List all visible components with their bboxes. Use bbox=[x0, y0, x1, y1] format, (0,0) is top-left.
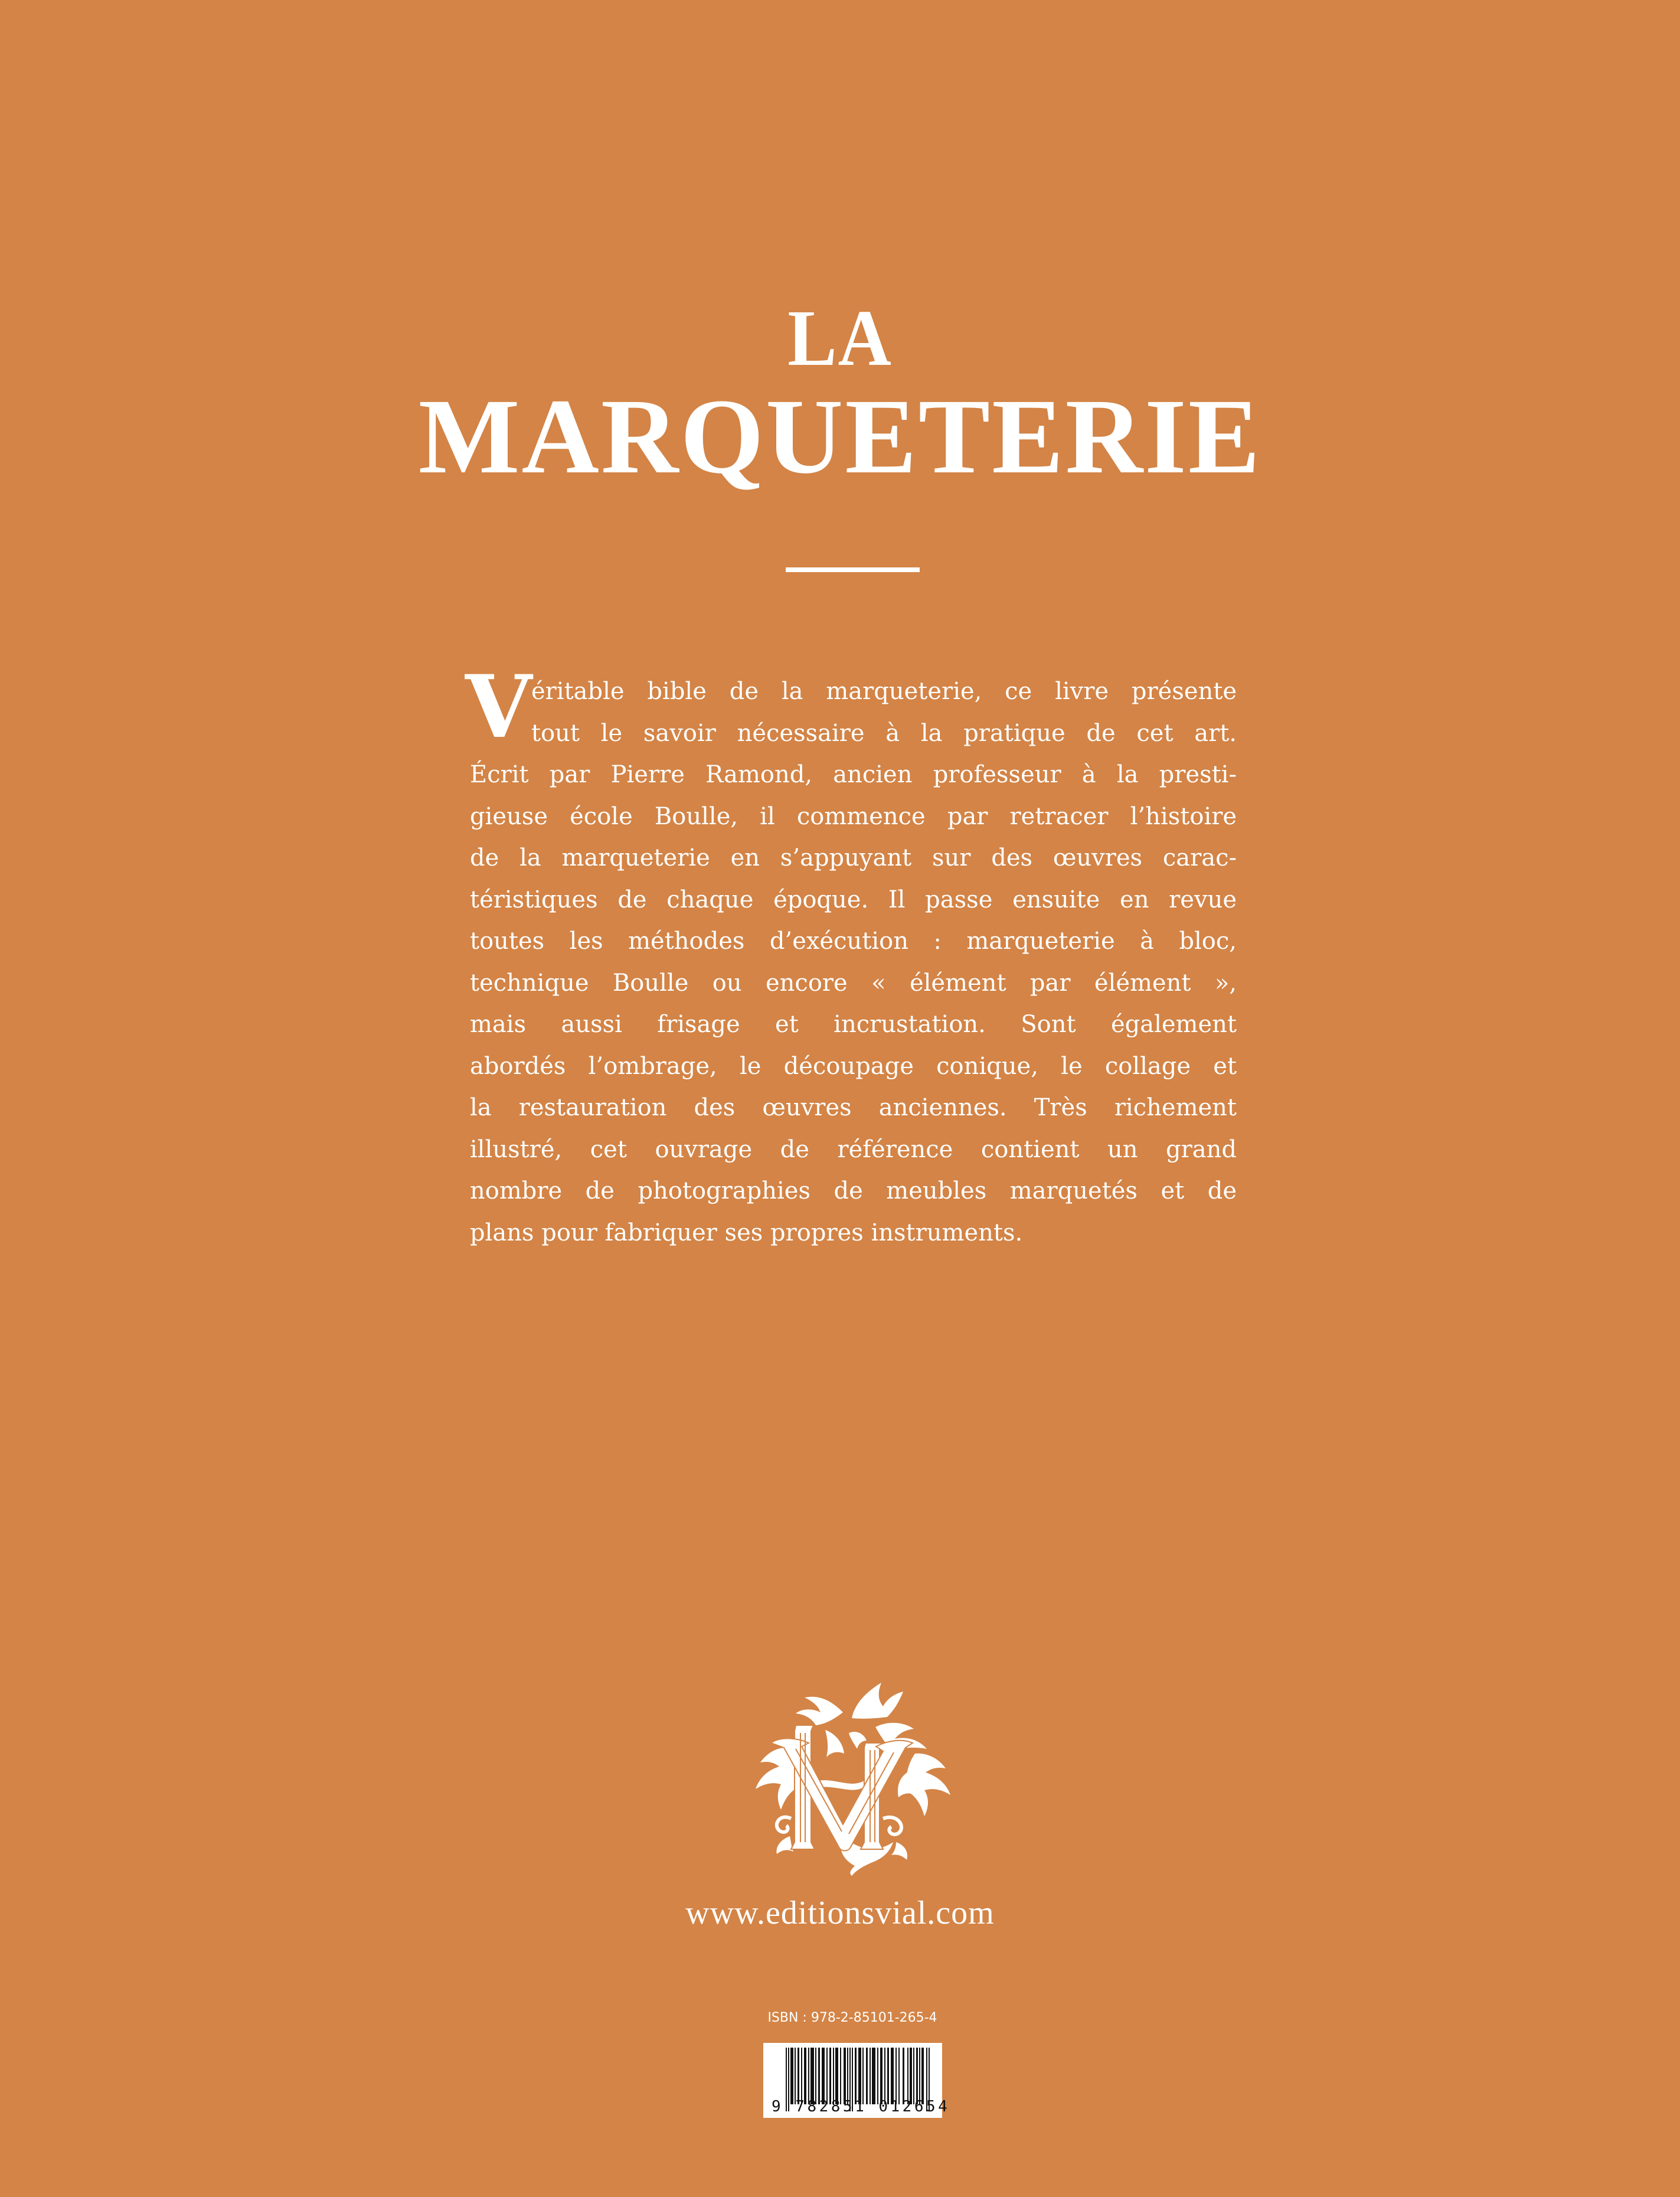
blurb-line: nombre de photographies de meubles marquetés et de bbox=[470, 1177, 1237, 1204]
blurb-line: Écrit par Pierre Ramond, ancien professeur à la presti- bbox=[470, 761, 1237, 788]
blurb-line: la restauration des œuvres anciennes. Très richement bbox=[470, 1094, 1237, 1121]
blurb-line: plans pour fabriquer ses propres instruments. bbox=[470, 1219, 1023, 1246]
blurb-line: gieuse école Boulle, il commence par retracer l’histoire bbox=[470, 802, 1237, 830]
blurb-line: technique Boulle ou encore « élément par élément », bbox=[470, 969, 1237, 997]
blurb-line: toutes les méthodes d’exécution : marqueterie à bloc, bbox=[470, 928, 1237, 955]
title-line-la: LA bbox=[787, 294, 893, 383]
blurb-line: tout le savoir nécessaire à la pratique de cet art. bbox=[531, 719, 1237, 747]
barcode-digits: 9 782851 012654 bbox=[772, 2098, 950, 2116]
blurb-line: illustré, cet ouvrage de référence contient un grand bbox=[470, 1135, 1237, 1163]
blurb-line: éritable bible de la marqueterie, ce livre présente bbox=[531, 678, 1237, 705]
isbn-barcode bbox=[763, 2043, 950, 2118]
title-divider bbox=[786, 567, 920, 572]
blurb-line: téristiques de chaque époque. Il passe ensuite en revue bbox=[470, 886, 1237, 913]
blurb-line: de la marqueterie en s’appuyant sur des œuvres carac- bbox=[470, 844, 1237, 871]
blurb-line: mais aussi frisage et incrustation. Sont également bbox=[470, 1011, 1237, 1038]
drop-cap: V bbox=[465, 657, 532, 758]
isbn-label: ISBN : 978-2-85101-265-4 bbox=[767, 2010, 937, 2025]
hv-monogram-icon bbox=[754, 1677, 952, 1876]
blurb-line: abordés l’ombrage, le découpage conique, le collage et bbox=[470, 1052, 1237, 1080]
back-cover-blurb bbox=[470, 671, 1237, 1253]
title-marqueterie: MARQUETERIE bbox=[418, 377, 1262, 496]
publisher-website-link[interactable]: www.editionsvial.com bbox=[685, 1895, 995, 1931]
